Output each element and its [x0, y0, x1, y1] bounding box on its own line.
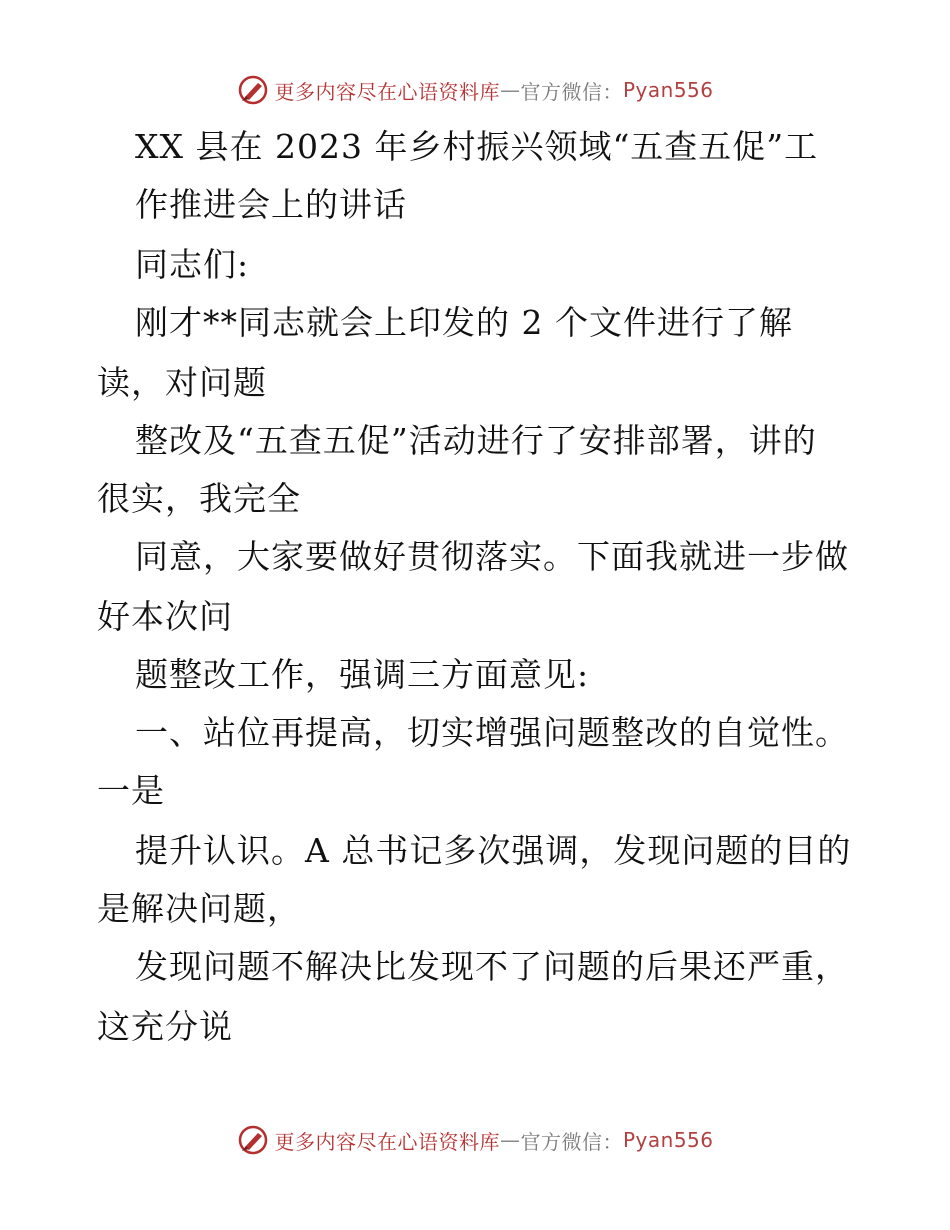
text-line: 好本次问: [97, 597, 233, 636]
salutation: 同志们:: [135, 245, 250, 284]
watermark-wechat-id: Pyan556: [622, 78, 714, 102]
watermark-site-name: 更多内容尽在心语资料库: [274, 1129, 500, 1154]
text-line: 发现问题不解决比发现不了问题的后果还严重，: [135, 947, 849, 986]
watermark-separator: —: [499, 1128, 521, 1152]
watermark-site-name: 更多内容尽在心语资料库: [274, 79, 500, 104]
document-title-line-2: 作推进会上的讲话: [135, 185, 407, 224]
header-watermark: [0, 70, 950, 110]
watermark-wechat-id: Pyan556: [622, 1128, 714, 1152]
section-heading-line: 一、站位再提高，切实增强问题整改的自觉性。: [135, 713, 849, 752]
text-line: 刚才**同志就会上印发的 2 个文件进行了解: [135, 303, 793, 342]
watermark-separator: —: [499, 78, 521, 102]
text-line: 是解决问题，: [97, 889, 301, 928]
pen-nib-circle-icon: [236, 1123, 270, 1157]
text-line: 一是: [97, 771, 165, 810]
text-line: 读，对问题: [97, 363, 267, 402]
text-line: 很实，我完全: [97, 479, 301, 518]
document-title-line-1: XX 县在 2023 年乡村振兴领域“五查五促”工: [135, 127, 819, 166]
text-line: 这充分说: [97, 1007, 233, 1046]
footer-watermark: [0, 1120, 950, 1160]
pen-nib-circle-icon: [236, 73, 270, 107]
watermark-wechat-label: 官方微信：: [520, 1129, 623, 1154]
text-line: 提升认识。A 总书记多次强调，发现问题的目的: [135, 831, 852, 870]
text-line: 同意，大家要做好贯彻落实。下面我就进一步做: [135, 537, 849, 576]
text-line: 题整改工作，强调三方面意见:: [135, 655, 590, 694]
text-line: 整改及“五查五促”活动进行了安排部署，讲的: [135, 421, 817, 460]
watermark-wechat-label: 官方微信：: [520, 79, 623, 104]
